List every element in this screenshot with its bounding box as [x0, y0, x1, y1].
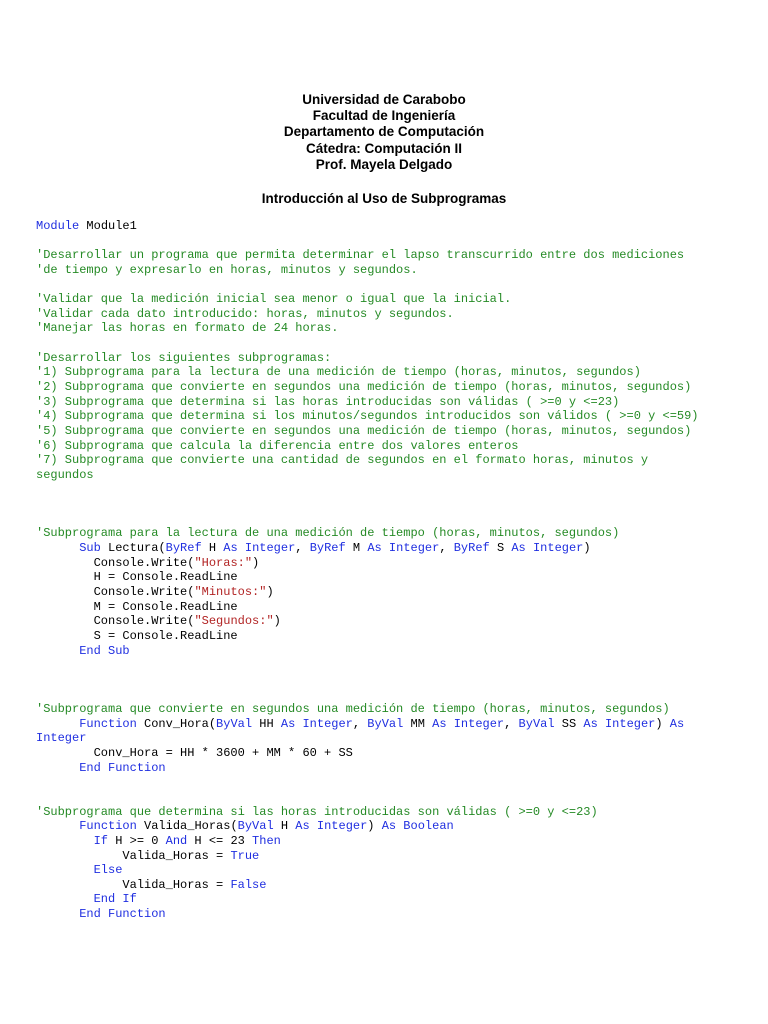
- code-string: "Horas:": [194, 555, 253, 570]
- code-keyword: Else: [93, 863, 123, 878]
- code-line: [36, 556, 760, 571]
- code-line: [36, 746, 760, 761]
- code-line: [36, 629, 760, 644]
- code-keyword: ByVal: [216, 716, 253, 731]
- document-title: Introducción al Uso de Subprogramas: [261, 191, 507, 206]
- code-text: ): [655, 716, 670, 731]
- code-text: HH: [252, 716, 281, 731]
- code-keyword: If: [93, 833, 109, 848]
- code-text: [36, 892, 94, 906]
- code-text: ): [583, 541, 591, 556]
- course-name: Cátedra: Computación II: [305, 140, 462, 156]
- code-keyword: End Function: [79, 760, 166, 775]
- code-keyword: Then: [252, 833, 281, 848]
- code-comment: 'Subprograma que convierte en segundos una medición de tiempo (horas, minutos, segundos): [36, 702, 670, 717]
- code-comment: '5) Subprograma que convierte en segundos una medición de tiempo (horas, minutos, segundos): [36, 423, 692, 438]
- code-line: [36, 614, 760, 629]
- code-keyword: As Integer: [223, 541, 296, 556]
- university-name: Universidad de Carabobo: [302, 92, 466, 107]
- code-text: ): [273, 614, 281, 629]
- code-line: [36, 907, 760, 922]
- code-text: Console.Write(: [36, 585, 195, 600]
- code-line: [36, 702, 760, 717]
- code-line: [36, 263, 760, 278]
- code-text: Lectura(: [100, 541, 166, 556]
- code-text: MM: [403, 716, 433, 731]
- code-line: [36, 761, 760, 776]
- code-text: S = Console.ReadLine: [36, 628, 238, 643]
- code-line: [36, 248, 760, 263]
- code-line: [36, 483, 760, 498]
- code-keyword: End Function: [79, 907, 166, 922]
- code-keyword: False: [230, 877, 267, 892]
- code-keyword: ByVal: [518, 716, 555, 731]
- code-text: Conv_Hora(: [136, 716, 217, 731]
- code-string: "Segundos:": [194, 614, 274, 629]
- code-text: [36, 761, 79, 775]
- code-text: S: [489, 541, 512, 556]
- code-line: [36, 409, 760, 424]
- code-keyword: End If: [93, 892, 137, 907]
- code-line: [36, 219, 760, 234]
- code-comment: '6) Subprograma que calcula la diferencia entre dos valores enteros: [36, 438, 519, 453]
- code-text: Valida_Horas =: [36, 877, 231, 892]
- code-line: [36, 892, 760, 907]
- code-text: M = Console.ReadLine: [36, 599, 238, 614]
- code-comment: '4) Subprograma que determina si los minutos/segundos introducidos son válidos ( >=0 y <=59): [36, 409, 699, 424]
- code-comment: 'de tiempo y expresarlo en horas, minutos y segundos.: [36, 262, 418, 277]
- code-line: [36, 365, 760, 380]
- code-line: [36, 278, 760, 293]
- code-keyword: ByRef: [309, 541, 346, 556]
- code-line: [36, 395, 760, 410]
- code-text: [36, 541, 79, 555]
- code-line: [36, 819, 760, 834]
- code-line: [36, 526, 760, 541]
- code-line: [36, 512, 760, 527]
- code-comment: '7) Subprograma que convierte una cantidad de segundos en el formato horas, minutos y: [36, 453, 649, 468]
- code-line: [36, 336, 760, 351]
- code-text: Valida_Horas(: [136, 819, 238, 834]
- code-line: [36, 600, 760, 615]
- code-keyword: ByVal: [237, 819, 274, 834]
- code-comment: 'Subprograma que determina si las horas introducidas son válidas ( >=0 y <=23): [36, 804, 598, 819]
- code-text: [36, 717, 79, 731]
- code-line: [36, 717, 760, 732]
- code-line: [36, 863, 760, 878]
- code-text: H: [201, 541, 224, 556]
- code-line: [36, 424, 760, 439]
- code-line: [36, 673, 760, 688]
- code-text: ,: [352, 716, 368, 731]
- code-string: "Minutos:": [194, 585, 267, 600]
- code-line: [36, 644, 760, 659]
- code-line: [36, 731, 760, 746]
- code-text: [36, 863, 94, 877]
- code-keyword: ByRef: [165, 541, 202, 556]
- code-text: ): [367, 819, 382, 834]
- code-line: [36, 541, 760, 556]
- code-line: [36, 380, 760, 395]
- code-line: [36, 849, 760, 864]
- code-comment: 'Desarrollar los siguientes subprogramas:: [36, 350, 332, 365]
- code-text: Valida_Horas =: [36, 848, 231, 863]
- department-name: Departamento de Computación: [283, 124, 485, 140]
- code-text: H: [273, 819, 296, 834]
- code-keyword: Function: [79, 716, 137, 731]
- code-keyword: As: [669, 716, 685, 731]
- code-text: Module1: [79, 219, 137, 233]
- code-text: ): [266, 585, 274, 600]
- code-keyword: As Integer: [280, 716, 353, 731]
- code-comment: segundos: [36, 467, 94, 482]
- code-line: [36, 321, 760, 336]
- code-keyword: As Integer: [583, 716, 656, 731]
- code-text: Console.Write(: [36, 555, 195, 570]
- code-listing: [36, 219, 760, 922]
- code-keyword: As Integer: [511, 541, 584, 556]
- code-text: SS: [554, 716, 584, 731]
- code-line: [36, 292, 760, 307]
- code-text: Console.Write(: [36, 614, 195, 629]
- code-keyword: Integer: [36, 731, 87, 746]
- code-text: M: [345, 541, 368, 556]
- code-comment: 'Manejar las horas en formato de 24 horas.: [36, 321, 339, 336]
- code-keyword: ByRef: [453, 541, 490, 556]
- code-line: [36, 351, 760, 366]
- code-keyword: And: [165, 833, 188, 848]
- document-header: [0, 92, 768, 173]
- code-text: Conv_Hora = HH * 3600 + MM * 60 + SS: [36, 746, 353, 761]
- code-line: [36, 307, 760, 322]
- code-line: [36, 234, 760, 249]
- code-line: [36, 439, 760, 454]
- code-keyword: As Integer: [432, 716, 505, 731]
- code-line: [36, 497, 760, 512]
- code-line: [36, 453, 760, 468]
- code-keyword: As Integer: [367, 541, 440, 556]
- code-comment: '3) Subprograma que determina si las horas introducidas son válidas ( >=0 y <=23): [36, 394, 620, 409]
- code-comment: '1) Subprograma para la lectura de una medición de tiempo (horas, minutos, segundos): [36, 365, 641, 380]
- code-text: H >= 0: [108, 833, 166, 848]
- code-comment: '2) Subprograma que convierte en segundos una medición de tiempo (horas, minutos, segundos): [36, 380, 692, 395]
- faculty-name: Facultad de Ingeniería: [312, 108, 456, 124]
- code-keyword: As Boolean: [381, 819, 454, 834]
- code-comment: 'Desarrollar un programa que permita determinar el lapso transcurrido entre dos mediciones: [36, 248, 685, 263]
- code-comment: 'Validar cada dato introducido: horas, minutos y segundos.: [36, 306, 454, 321]
- code-line: [36, 775, 760, 790]
- code-text: [36, 907, 79, 921]
- code-line: [36, 834, 760, 849]
- code-keyword: End Sub: [79, 643, 130, 658]
- code-line: [36, 878, 760, 893]
- code-text: [36, 819, 79, 833]
- code-line: [36, 658, 760, 673]
- code-comment: 'Validar que la medición inicial sea menor o igual que la inicial.: [36, 292, 512, 307]
- code-line: [36, 805, 760, 820]
- code-text: ): [252, 555, 260, 570]
- code-keyword: As Integer: [295, 819, 368, 834]
- code-comment: 'Subprograma para la lectura de una medición de tiempo (horas, minutos, segundos): [36, 526, 620, 541]
- code-line: [36, 688, 760, 703]
- code-text: ,: [295, 541, 310, 556]
- code-keyword: Function: [79, 819, 137, 834]
- code-line: [36, 790, 760, 805]
- code-keyword: ByVal: [367, 716, 404, 731]
- code-keyword: Module: [36, 219, 80, 233]
- code-keyword: True: [230, 848, 260, 863]
- code-text: H <= 23: [187, 833, 253, 848]
- code-line: [36, 570, 760, 585]
- code-text: ,: [504, 716, 519, 731]
- code-text: H = Console.ReadLine: [36, 570, 238, 585]
- code-line: [36, 585, 760, 600]
- code-keyword: Sub: [79, 541, 101, 556]
- code-text: ,: [439, 541, 454, 556]
- code-text: [36, 834, 94, 848]
- code-line: [36, 468, 760, 483]
- code-text: [36, 644, 79, 658]
- professor-name: Prof. Mayela Delgado: [315, 156, 453, 172]
